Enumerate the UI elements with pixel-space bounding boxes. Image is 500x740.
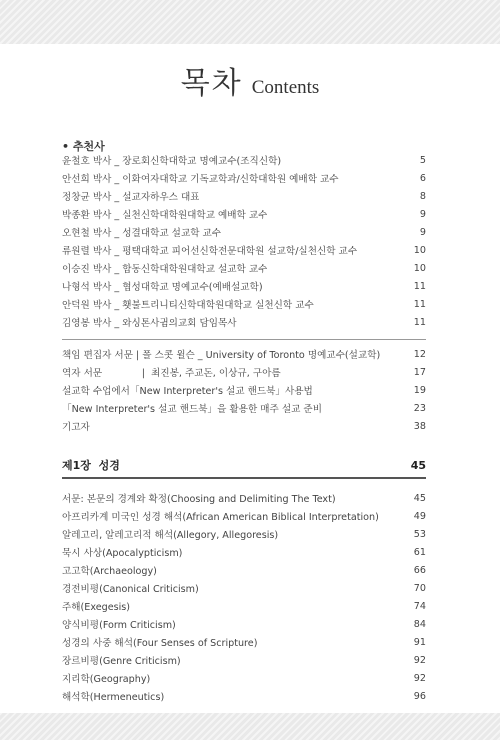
toc-entry[interactable] [62, 400, 426, 416]
toc-entry-text: 윤철호 박사 _ 장로회신학대학교 명예교수(조직신학) [62, 156, 282, 167]
toc-entry-page: 11 [413, 280, 426, 292]
toc-entry[interactable] [62, 580, 426, 596]
toc-entry-page: 70 [413, 582, 426, 594]
toc-entry[interactable] [62, 364, 426, 380]
toc-entry[interactable] [62, 634, 426, 650]
toc-entry-text: 정창균 박사 _ 설교자하우스 대표 [62, 192, 200, 203]
title-english: Contents [251, 77, 320, 98]
toc-entry-text: 기고자 [62, 422, 90, 433]
toc-entry-text: 장르비평(Genre Criticism) [62, 656, 181, 667]
toc-entry[interactable] [62, 314, 426, 330]
toc-entry-page: 92 [413, 654, 426, 666]
toc-entry-text: 경전비평(Canonical Criticism) [62, 584, 199, 595]
toc-entry-text: 류원렬 박사 _ 평택대학교 피어선신학전문대학원 설교학/실천신학 교수 [62, 246, 358, 257]
toc-entry-text: 서문: 본문의 경계와 확정(Choosing and Delimiting The Text) [62, 494, 336, 505]
footer-pattern-band [0, 713, 500, 740]
toc-entry-page: 66 [413, 564, 426, 576]
toc-entry[interactable] [62, 688, 426, 704]
toc-entry[interactable] [62, 170, 426, 186]
toc-entry-page: 11 [413, 316, 426, 328]
toc-entry[interactable] [62, 490, 426, 506]
toc-entry-text: 고고학(Archaeology) [62, 566, 157, 577]
toc-entry-page: 23 [413, 402, 426, 414]
header-pattern-band [0, 0, 500, 44]
toc-entry-text: 「New Interpreter's 설교 핸드북」을 활용한 매주 설교 준비 [62, 404, 322, 415]
toc-entry-page: 91 [413, 636, 426, 648]
toc-entry[interactable] [62, 206, 426, 222]
toc-entry-page: 10 [413, 262, 426, 274]
toc-entry-page: 61 [413, 546, 426, 558]
chapter-label: 제1장 성경 [62, 459, 120, 472]
toc-entry-page: 10 [413, 244, 426, 256]
toc-entry[interactable] [62, 544, 426, 560]
page-title [0, 58, 500, 102]
toc-entry-page: 49 [413, 510, 426, 522]
toc-entry[interactable] [62, 418, 426, 434]
toc-entry[interactable] [62, 382, 426, 398]
toc-entry[interactable] [62, 346, 426, 362]
toc-entry-text: 성경의 사중 해석(Four Senses of Scripture) [62, 638, 258, 649]
toc-entry[interactable] [62, 508, 426, 524]
toc-entry-text: 나형석 박사 _ 협성대학교 명예교수(예배설교학) [62, 282, 263, 293]
toc-entry[interactable] [62, 562, 426, 578]
toc-entry-text: 지리학(Geography) [62, 674, 151, 685]
toc-entry-text: 안덕원 박사 _ 횃불트리니티신학대학원대학교 실천신학 교수 [62, 300, 314, 311]
toc-entry-page: 84 [413, 618, 426, 630]
toc-entry-page: 12 [413, 348, 426, 360]
toc-entry-text: 박종환 박사 _ 실천신학대학원대학교 예배학 교수 [62, 210, 268, 221]
toc-entry-page: 9 [419, 226, 426, 238]
toc-entry-page: 53 [413, 528, 426, 540]
toc-entry-page: 5 [419, 154, 426, 166]
toc-entry[interactable] [62, 652, 426, 668]
toc-entry-page: 38 [413, 420, 426, 432]
toc-entry-text: 김영봉 박사 _ 와싱톤사귐의교회 담임목사 [62, 318, 237, 329]
toc-entry[interactable] [62, 670, 426, 686]
toc-entry[interactable] [62, 260, 426, 276]
toc-entry[interactable] [62, 188, 426, 204]
toc-entry-text: 해석학(Hermeneutics) [62, 692, 165, 703]
toc-entry-page: 17 [413, 366, 426, 378]
chapter-page: 45 [410, 458, 426, 472]
toc-entry-text: 안선희 박사 _ 이화여자대학교 기독교학과/신학대학원 예배학 교수 [62, 174, 339, 185]
toc-entry-text: 오현철 박사 _ 성결대학교 설교학 교수 [62, 228, 222, 239]
toc-entry[interactable] [62, 526, 426, 542]
toc-entry-page: 45 [413, 492, 426, 504]
toc-entry[interactable] [62, 278, 426, 294]
chapter-divider [62, 477, 426, 479]
toc-entry-text: 설교학 수업에서「New Interpreter's 설교 핸드북」사용법 [62, 386, 313, 397]
toc-entry[interactable] [62, 224, 426, 240]
toc-entry[interactable] [62, 616, 426, 632]
toc-entry[interactable] [62, 296, 426, 312]
toc-entry-text: 아프리카계 미국인 성경 해석(African American Biblical Interpretation) [62, 512, 379, 523]
toc-entry-page: 9 [419, 208, 426, 220]
toc-entry-page: 19 [413, 384, 426, 396]
section-divider [62, 339, 426, 340]
toc-entry-page: 6 [419, 172, 426, 184]
toc-entry[interactable] [62, 242, 426, 258]
toc-entry-text: 양식비평(Form Criticism) [62, 620, 176, 631]
toc-entry-page: 11 [413, 298, 426, 310]
toc-entry[interactable] [62, 598, 426, 614]
toc-entry-text: 책임 편집자 서문 | 폴 스콧 윌슨 _ University of Toronto 명예교수(설교학) [62, 350, 381, 361]
toc-entry-text: 주해(Exegesis) [62, 602, 131, 613]
toc-entry-text: 이승진 박사 _ 합동신학대학원대학교 설교학 교수 [62, 264, 268, 275]
chapter-heading[interactable] [62, 455, 426, 475]
toc-entry-text: 역자 서문 | 최진봉, 주교돈, 이상규, 구아름 [62, 368, 281, 379]
toc-entry-page: 74 [413, 600, 426, 612]
toc-entry-page: 8 [419, 190, 426, 202]
toc-entry-text: 알레고리, 알레고리적 해석(Allegory, Allegoresis) [62, 530, 279, 541]
toc-entry-text: 묵시 사상(Apocalypticism) [62, 548, 183, 559]
toc-entry[interactable] [62, 152, 426, 168]
recommendations-heading: • 추천사 [62, 140, 105, 153]
toc-entry-page: 92 [413, 672, 426, 684]
toc-entry-page: 96 [413, 690, 426, 702]
title-korean: 목차 [180, 66, 243, 101]
